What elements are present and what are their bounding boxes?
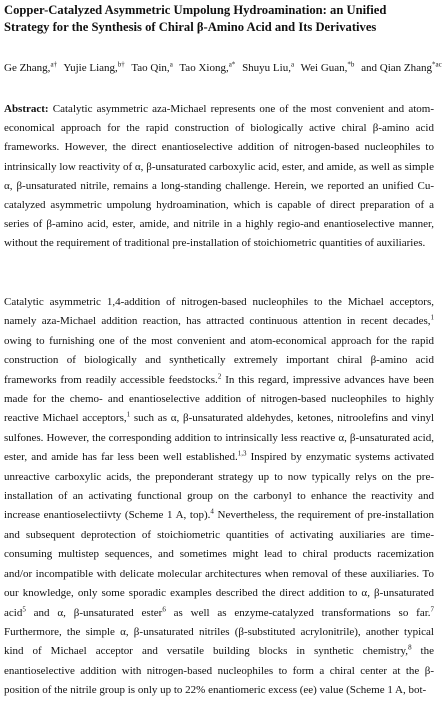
author-affiliation: b†	[117, 60, 125, 69]
author	[242, 62, 294, 74]
author-name: Shuyu Liu,	[242, 62, 291, 74]
author-name: and Qian Zhang	[361, 62, 433, 74]
citation: 4	[210, 507, 214, 516]
body-text: owing to furnishing one of the most convenient and atom-economical approach for the rapid construction of biologically and synthetically extremely important chiral β-amino acid frameworks from readily accessible feedstocks.	[4, 334, 434, 386]
abstract-label: Abstract:	[4, 103, 49, 115]
citation: 5	[22, 604, 26, 613]
author-name: Wei Guan,	[300, 62, 348, 74]
paper-title: Copper-Catalyzed Asymmetric Umpolung Hydroamination: an Unified Strategy for the Synthesis of Chiral β-Amino Acid and Its Derivatives	[4, 3, 387, 34]
citation: 1	[126, 410, 131, 419]
body-text: Nevertheless, the requirement of pre-installation and subsequent deprotection of stoichiometric quantities of activating auxiliaries are time-consuming multistep sequences, and sometimes might lead to chiral products racemization and/or incompatible with delicate molecular architectures when removal of these auxiliaries. To our knowledge, only some sporadic examples described the direct addition to α, β-unsaturated acid	[4, 509, 434, 619]
citation: 1,3	[237, 449, 247, 458]
citation: 1	[430, 313, 434, 322]
author-list	[4, 60, 442, 75]
author-affiliation: a*	[228, 60, 236, 69]
author-affiliation: a†	[50, 60, 58, 69]
body-text: Inspired by enzymatic systems activated unreactive carboxylic acids, the preponderant strategy up to now typically relys on the pre-installation of an activating functional group on the carbonyl to enhance the reactivity and increase enantioselectiivty (Scheme 1 A, top).	[4, 451, 434, 522]
body-text: In this regard, impressive advances have been made for the chemo- and enantioselective addition of nitrogen-based nucleophiles to highly reactive Michael acceptors,	[4, 373, 434, 425]
citation: 6	[162, 604, 166, 613]
body-text: Furthermore, the simple α, β-unsaturated nitriles (β-substituted acrylonitrile), another typical kind of Michael acceptor and versatile building blocks in synthetic chemistry,	[4, 625, 434, 658]
author	[63, 62, 124, 74]
author	[361, 62, 442, 74]
author-name: Yujie Liang,	[63, 62, 118, 74]
author	[4, 62, 57, 74]
body-text: such as α, β-unsaturated aldehydes, ketones, nitroolefins and vinyl sulfones. However, the corresponding addition to intrinsically less reactive α, β-unsaturated acid, ester, and amide has far less been well established.	[4, 412, 434, 464]
citation: 2	[217, 371, 222, 380]
body-text: the enantioselective addition with nitrogen-based nucleophiles to form a chiral center at the β-position of the nitrile group is only up to 22% enantiomeric excess (ee) value (Scheme 1 A, bot-	[4, 645, 434, 697]
author-name: Tao Qin,	[131, 62, 170, 74]
body-text: Catalytic asymmetric 1,4-addition of nitrogen-based nucleophiles to the Michael acceptors, namely aza-Michael addition reaction, has attracted continuous attention in recent decades,	[4, 296, 434, 328]
citation: 8	[408, 643, 412, 652]
author-affiliation: a	[290, 60, 295, 69]
author-affiliation: *b	[347, 60, 355, 69]
author	[179, 62, 235, 74]
author	[301, 62, 355, 74]
author	[131, 62, 172, 74]
author-name: Tao Xiong,	[179, 62, 229, 74]
abstract	[4, 100, 434, 254]
author-affiliation: *ac	[432, 60, 442, 69]
body-text: and α, β-unsaturated ester	[25, 606, 163, 619]
body-paragraph	[4, 293, 434, 701]
abstract-text: Catalytic asymmetric aza-Michael represents one of the most convenient and atom-economical approach for the rapid construction of biologically active chiral β-amino acid frameworks. However, the direct enantioselective addition of nitrogen-based nucleophiles to intrinsically low reactivity of α, β-unsaturated carboxylic acid, ester, and amide, as well as simple α, β-unsaturated nitrile, remains a long-standing challenge. Herein, we reported an unified Cu-catalyzed asymmetric umpolung hydroamination, which is capable of direct preparation of a series of β-amino acid, ester, amide, and nitrile in a highly regio-and enantioselective manner, without the requirement of traditional pre-installation of stoichiometric quantities of auxiliaries.	[4, 103, 434, 250]
citation: 7	[430, 604, 435, 613]
author-name: Ge Zhang,	[4, 62, 51, 74]
author-affiliation: a	[169, 60, 173, 69]
body-text: as well as enzyme-catalyzed transformations so far.	[165, 606, 431, 619]
